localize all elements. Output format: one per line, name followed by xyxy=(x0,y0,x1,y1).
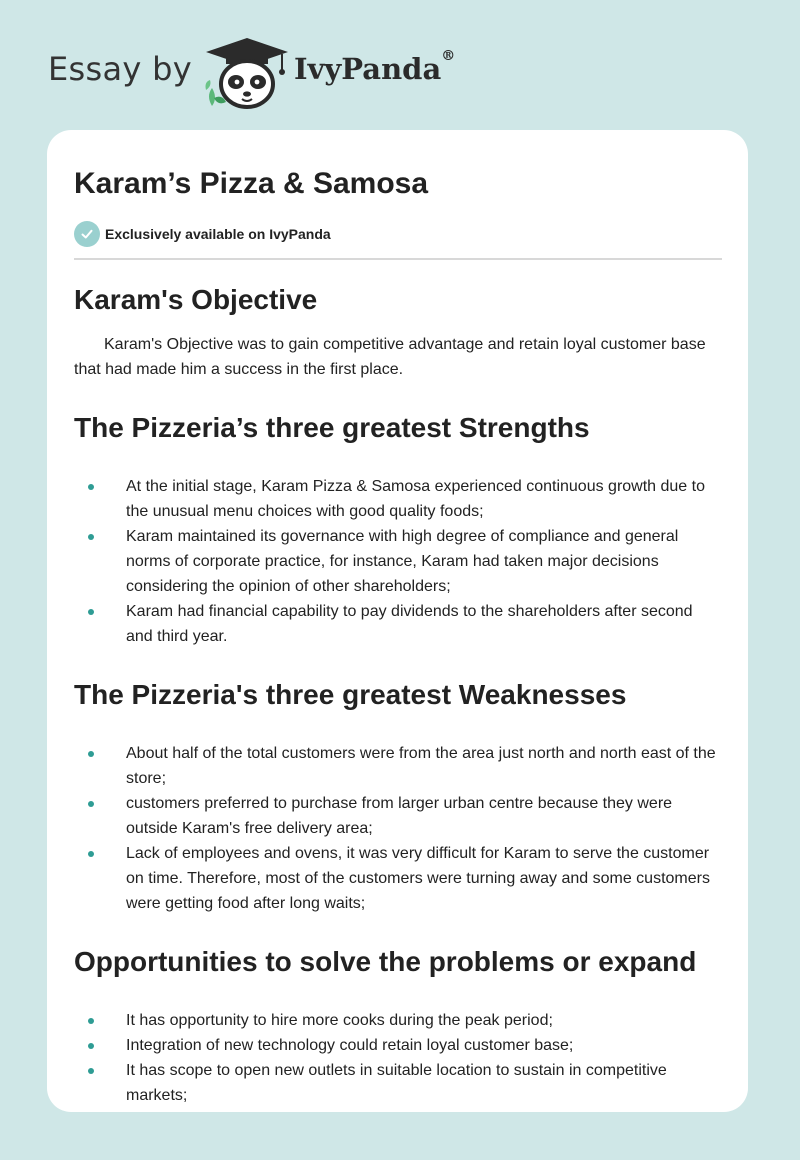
bullet-icon xyxy=(88,534,94,540)
list-item: Karam had financial capability to pay dividends to the shareholders after second and third year. xyxy=(74,599,722,649)
section-heading-objective: Karam's Objective xyxy=(74,284,318,315)
bullet-icon xyxy=(88,851,94,857)
bullet-icon xyxy=(88,1068,94,1074)
strengths-list xyxy=(74,474,722,649)
list-item: About half of the total customers were from the area just north and north east of the store; xyxy=(74,741,722,791)
objective-paragraph: Karam's Objective was to gain competitive advantage and retain loyal customer base that had made him a success in the first place. xyxy=(74,336,706,378)
section-heading-strengths: The Pizzeria’s three greatest Strengths xyxy=(74,412,590,443)
bullet-icon xyxy=(88,751,94,757)
list-item: Lack of employees and ovens, it was very difficult for Karam to serve the customer on time. Therefore, most of the customers were turning away and some customers were getting food after long waits; xyxy=(74,841,722,916)
list-item: At the initial stage, Karam Pizza & Samosa experienced continuous growth due to the unusual menu choices with good quality foods; xyxy=(74,474,722,524)
bullet-icon xyxy=(88,609,94,615)
weaknesses-list xyxy=(74,741,722,916)
essay-by-label: Essay by xyxy=(48,50,192,88)
list-item: Integration of new technology could retain loyal customer base; xyxy=(74,1033,722,1058)
exclusive-label: Exclusively available on IvyPanda xyxy=(105,226,331,242)
panda-graduate-icon xyxy=(202,36,292,110)
exclusive-badge xyxy=(74,220,722,248)
check-icon xyxy=(74,221,100,247)
divider xyxy=(74,258,722,260)
page-title: Karam’s Pizza & Samosa xyxy=(74,167,429,200)
list-item: customers preferred to purchase from larger urban centre because they were outside Karam's free delivery area; xyxy=(74,791,722,841)
section-heading-weaknesses: The Pizzeria's three greatest Weaknesses xyxy=(74,679,627,710)
list-item: Karam maintained its governance with high degree of compliance and general norms of corporate practice, for instance, Karam had taken major decisions considering the opinion of other shareholders; xyxy=(74,524,722,599)
list-item: It has opportunity to hire more cooks during the peak period; xyxy=(74,1008,722,1033)
essay-card xyxy=(47,130,748,1112)
bullet-icon xyxy=(88,484,94,490)
site-header xyxy=(48,34,488,110)
bullet-icon xyxy=(88,801,94,807)
brand-name[interactable]: IvyPanda® xyxy=(294,48,456,86)
opportunities-list xyxy=(74,1008,722,1108)
bullet-icon xyxy=(88,1018,94,1024)
bullet-icon xyxy=(88,1043,94,1049)
section-heading-opportunities: Opportunities to solve the problems or expand xyxy=(74,946,697,977)
list-item: It has scope to open new outlets in suitable location to sustain in competitive markets; xyxy=(74,1058,722,1108)
